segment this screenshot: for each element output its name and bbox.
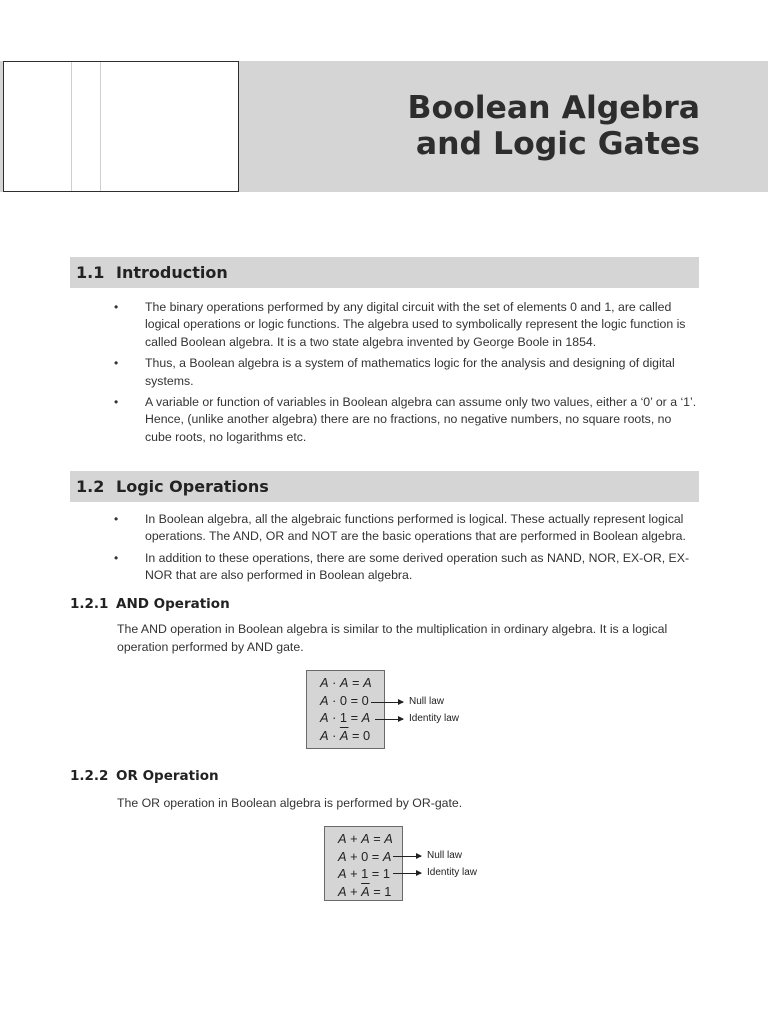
or-laws-box xyxy=(324,826,403,901)
chapter-title-line1: Boolean Algebra xyxy=(407,90,700,126)
list-item xyxy=(114,550,700,585)
or-identity-law-label: Identity law xyxy=(427,867,478,878)
logic-operations-bullet-list xyxy=(114,511,700,589)
subsection-heading-or xyxy=(70,767,219,785)
bullet-text: Thus, a Boolean algebra is a system of mathematics logic for the analysis and designing of digital systems. xyxy=(145,356,675,388)
subsection-title: OR Operation xyxy=(116,768,219,784)
bullet-icon: • xyxy=(114,512,119,526)
list-item xyxy=(114,394,700,446)
list-item xyxy=(114,355,700,390)
chapter-box-stripe xyxy=(71,62,101,191)
section-number: 1.2 xyxy=(76,477,105,496)
subsection-title: AND Operation xyxy=(116,596,230,612)
or-law-equation: A + 1 = 1 xyxy=(338,866,390,881)
bullet-icon: • xyxy=(114,356,119,371)
and-law-equation: A · 1 = A xyxy=(320,710,371,725)
arrow-icon xyxy=(371,702,403,703)
list-item xyxy=(114,299,700,351)
bullet-icon: • xyxy=(114,395,119,410)
bullet-text: In Boolean algebra, all the algebraic functions performed is logical. These actually represent logical operations. The AND, OR and NOT are the basic operations that are performed in Boolean algebra. xyxy=(145,512,686,544)
and-null-law-label: Null law xyxy=(409,696,445,707)
introduction-bullet-list xyxy=(114,299,700,450)
bullet-icon: • xyxy=(114,550,119,565)
subsection-number: 1.2.2 xyxy=(70,768,109,784)
bullet-text: The binary operations performed by any digital circuit with the set of elements 0 and 1, are called logical operations or logic functions. The algebra used to symbolically represent the logic function is called Boolean algebra. It is a two state algebra invented by George Boole in 1854. xyxy=(145,300,686,349)
section-heading-introduction xyxy=(70,257,699,288)
list-item xyxy=(114,511,700,546)
and-identity-law-label: Identity law xyxy=(409,713,460,724)
and-law-equation: A · A = A xyxy=(320,675,372,690)
subsection-number: 1.2.1 xyxy=(70,596,109,612)
arrow-icon xyxy=(393,856,421,857)
or-law-equation: A + 0 = A xyxy=(338,848,392,864)
chapter-title-line2: and Logic Gates xyxy=(415,126,700,162)
section-title: Introduction xyxy=(116,263,228,282)
chapter-title xyxy=(260,90,700,162)
or-law-equation: $A + \overline{A} = 1$ xyxy=(338,883,392,899)
and-law-equation: A · 0 = 0 xyxy=(320,692,369,708)
section-heading-logic-operations xyxy=(70,471,699,502)
and-description: The AND operation in Boolean algebra is similar to the multiplication in ordinary algebra. It is a logical operation performed by AND gate. xyxy=(117,622,668,654)
section-title: Logic Operations xyxy=(116,477,269,496)
subsection-heading-and xyxy=(70,595,230,613)
arrow-icon xyxy=(375,719,403,720)
bullet-text: A variable or function of variables in Boolean algebra can assume only two values, either a ‘0’ or a ‘1’. Hence, (unlike another algebra) there are no fractions, no negative numbers, no square roots, no cube roots, no logarithms etc. xyxy=(145,395,697,444)
bullet-icon: • xyxy=(114,300,119,314)
or-law-equation: A + A = A xyxy=(338,831,393,846)
and-laws-box xyxy=(306,670,385,749)
chapter-number-box xyxy=(3,61,239,192)
or-null-law-label: Null law xyxy=(427,850,463,861)
bullet-text: In addition to these operations, there are some derived operation such as NAND, NOR, EX-OR, EX-NOR that are also performed in Boolean algebra. xyxy=(145,550,690,583)
arrow-icon xyxy=(393,873,421,874)
or-description: The OR operation in Boolean algebra is performed by OR-gate. xyxy=(117,796,463,810)
section-number: 1.1 xyxy=(76,263,105,282)
and-law-equation: $A \cdot \overline{A} = 0$ xyxy=(320,727,371,743)
